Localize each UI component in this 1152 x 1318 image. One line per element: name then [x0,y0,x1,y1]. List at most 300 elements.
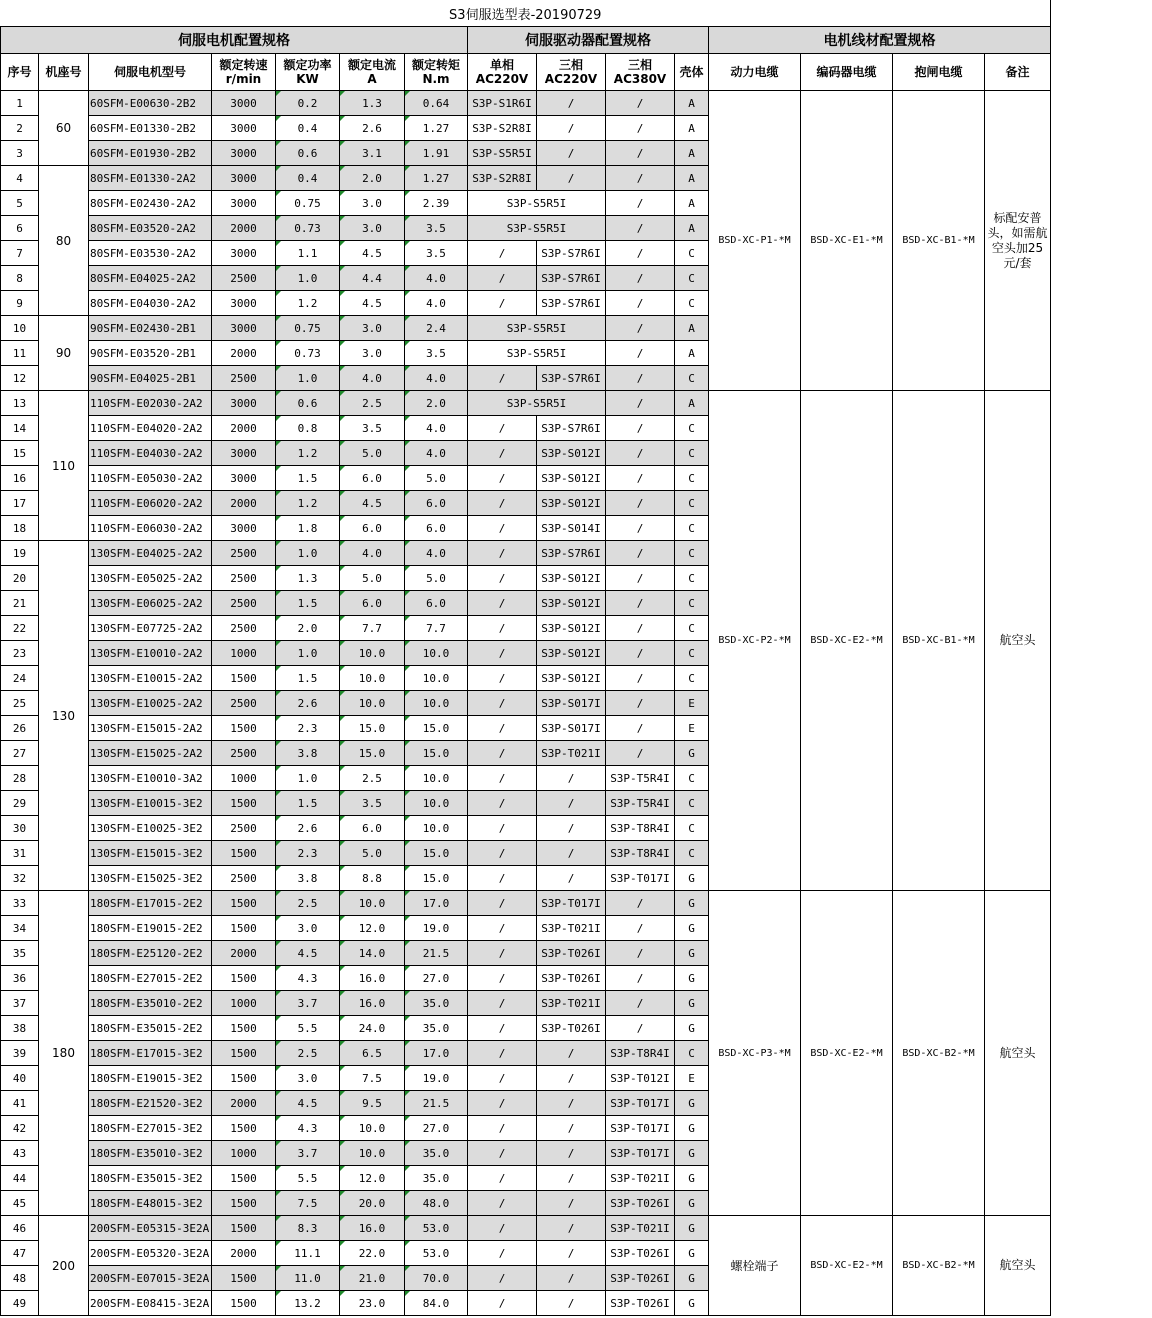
cell-model[interactable]: 180SFM-E35015-2E2 [89,1016,212,1041]
cell-single220[interactable]: / [468,816,537,841]
cell-single220[interactable]: / [468,991,537,1016]
cell-model[interactable]: 80SFM-E01330-2A2 [89,166,212,191]
cell-single220[interactable]: / [468,1091,537,1116]
cell-power[interactable]: 1.5 [276,591,340,616]
cell-current[interactable]: 3.0 [340,191,405,216]
cell-torque[interactable]: 10.0 [405,641,468,666]
cell-model[interactable]: 60SFM-E01330-2B2 [89,116,212,141]
cell-single220[interactable]: / [468,1291,537,1316]
cell-speed[interactable]: 2500 [212,591,276,616]
cell-single220[interactable]: / [468,716,537,741]
cell-three220[interactable]: / [537,1116,606,1141]
cell-frame[interactable]: 90 [39,316,89,391]
cell-model[interactable]: 60SFM-E00630-2B2 [89,91,212,116]
cell-frame[interactable]: 130 [39,541,89,891]
cell-driver-merged[interactable]: S3P-S5R5I [468,341,606,366]
cell-torque[interactable]: 10.0 [405,791,468,816]
cell-current[interactable]: 2.5 [340,766,405,791]
cell-speed[interactable]: 1500 [212,841,276,866]
cell-shell[interactable]: C [675,466,709,491]
cell-three220[interactable]: / [537,1066,606,1091]
cell-three380[interactable]: / [606,291,675,316]
cell-current[interactable]: 16.0 [340,991,405,1016]
cell-power-cable[interactable]: 螺栓端子 [709,1216,801,1316]
cell-three380[interactable]: / [606,116,675,141]
cell-shell[interactable]: C [675,666,709,691]
cell-speed[interactable]: 2000 [212,341,276,366]
cell-driver-merged[interactable]: S3P-S5R5I [468,191,606,216]
cell-no[interactable]: 11 [1,341,39,366]
cell-speed[interactable]: 2500 [212,566,276,591]
cell-single220[interactable]: / [468,1191,537,1216]
cell-single220[interactable]: / [468,841,537,866]
cell-power[interactable]: 1.3 [276,566,340,591]
cell-power[interactable]: 1.1 [276,241,340,266]
cell-no[interactable]: 22 [1,616,39,641]
cell-current[interactable]: 4.5 [340,291,405,316]
cell-shell[interactable]: C [675,1041,709,1066]
cell-no[interactable]: 16 [1,466,39,491]
cell-current[interactable]: 5.0 [340,841,405,866]
cell-frame[interactable]: 110 [39,391,89,541]
cell-power[interactable]: 0.2 [276,91,340,116]
cell-shell[interactable]: G [675,991,709,1016]
cell-no[interactable]: 37 [1,991,39,1016]
cell-speed[interactable]: 1000 [212,991,276,1016]
cell-current[interactable]: 6.0 [340,466,405,491]
cell-single220[interactable]: / [468,966,537,991]
header-speed[interactable] [212,54,276,91]
cell-single220[interactable]: / [468,366,537,391]
cell-power[interactable]: 4.5 [276,1091,340,1116]
cell-shell[interactable]: A [675,116,709,141]
cell-torque[interactable]: 4.0 [405,266,468,291]
header-no[interactable]: 序号 [1,54,39,91]
cell-torque[interactable]: 17.0 [405,891,468,916]
cell-no[interactable]: 14 [1,416,39,441]
cell-driver-merged[interactable]: S3P-S5R5I [468,216,606,241]
cell-three220[interactable]: S3P-S7R6I [537,541,606,566]
cell-torque[interactable]: 35.0 [405,991,468,1016]
cell-power[interactable]: 0.6 [276,141,340,166]
cell-three380[interactable]: S3P-T026I [606,1266,675,1291]
cell-no[interactable]: 8 [1,266,39,291]
cell-no[interactable]: 49 [1,1291,39,1316]
cell-model[interactable]: 180SFM-E19015-3E2 [89,1066,212,1091]
cell-three380[interactable]: / [606,716,675,741]
cell-single220[interactable]: / [468,1141,537,1166]
cell-no[interactable]: 44 [1,1166,39,1191]
cell-torque[interactable]: 1.27 [405,166,468,191]
cell-current[interactable]: 23.0 [340,1291,405,1316]
cell-three380[interactable]: S3P-T026I [606,1191,675,1216]
cell-single220[interactable]: / [468,741,537,766]
header-power[interactable] [276,54,340,91]
cell-model[interactable]: 180SFM-E35010-2E2 [89,991,212,1016]
cell-model[interactable]: 130SFM-E10015-2A2 [89,666,212,691]
cell-current[interactable]: 14.0 [340,941,405,966]
cell-model[interactable]: 200SFM-E07015-3E2A [89,1266,212,1291]
cell-no[interactable]: 15 [1,441,39,466]
cell-no[interactable]: 47 [1,1241,39,1266]
cell-model[interactable]: 60SFM-E01930-2B2 [89,141,212,166]
header-encoder-cable[interactable]: 编码器电缆 [801,54,893,91]
cell-three380[interactable]: S3P-T5R4I [606,791,675,816]
cell-three220[interactable]: S3P-S012I [537,641,606,666]
cell-torque[interactable]: 27.0 [405,966,468,991]
cell-torque[interactable]: 1.91 [405,141,468,166]
cell-torque[interactable]: 27.0 [405,1116,468,1141]
cell-torque[interactable]: 84.0 [405,1291,468,1316]
cell-no[interactable]: 19 [1,541,39,566]
cell-three380[interactable]: S3P-T017I [606,866,675,891]
cell-torque[interactable]: 35.0 [405,1166,468,1191]
cell-three220[interactable]: / [537,1041,606,1066]
cell-power[interactable]: 1.0 [276,266,340,291]
cell-no[interactable]: 29 [1,791,39,816]
cell-speed[interactable]: 1500 [212,891,276,916]
cell-power[interactable]: 7.5 [276,1191,340,1216]
cell-model[interactable]: 110SFM-E05030-2A2 [89,466,212,491]
cell-single220[interactable]: / [468,516,537,541]
cell-speed[interactable]: 2000 [212,216,276,241]
cell-no[interactable]: 23 [1,641,39,666]
cell-current[interactable]: 4.0 [340,541,405,566]
cell-model[interactable]: 90SFM-E02430-2B1 [89,316,212,341]
cell-three220[interactable]: / [537,1241,606,1266]
cell-single220[interactable]: / [468,466,537,491]
cell-brake-cable[interactable]: BSD-XC-B2-*M [893,891,985,1216]
cell-torque[interactable]: 4.0 [405,441,468,466]
cell-three220[interactable]: / [537,791,606,816]
cell-speed[interactable]: 1500 [212,1166,276,1191]
cell-power[interactable]: 2.6 [276,816,340,841]
cell-single220[interactable]: / [468,1016,537,1041]
cell-single220[interactable]: / [468,1216,537,1241]
cell-power[interactable]: 4.5 [276,941,340,966]
cell-no[interactable]: 12 [1,366,39,391]
cell-shell[interactable]: G [675,1191,709,1216]
cell-speed[interactable]: 1500 [212,1066,276,1091]
cell-current[interactable]: 3.5 [340,416,405,441]
cell-three380[interactable]: / [606,616,675,641]
cell-no[interactable]: 30 [1,816,39,841]
cell-shell[interactable]: A [675,341,709,366]
cell-speed[interactable]: 2500 [212,741,276,766]
cell-no[interactable]: 26 [1,716,39,741]
cell-no[interactable]: 46 [1,1216,39,1241]
cell-shell[interactable]: G [675,1091,709,1116]
cell-shell[interactable]: A [675,91,709,116]
cell-speed[interactable]: 1500 [212,1016,276,1041]
cell-model[interactable]: 110SFM-E06030-2A2 [89,516,212,541]
cell-no[interactable]: 5 [1,191,39,216]
cell-model[interactable]: 180SFM-E17015-3E2 [89,1041,212,1066]
cell-torque[interactable]: 17.0 [405,1041,468,1066]
cell-single220[interactable]: / [468,241,537,266]
cell-shell[interactable]: A [675,216,709,241]
cell-speed[interactable]: 3000 [212,191,276,216]
section-driver-spec[interactable]: 伺服驱动器配置规格 [468,27,709,54]
cell-three380[interactable]: / [606,691,675,716]
cell-shell[interactable]: G [675,966,709,991]
cell-three220[interactable]: S3P-S014I [537,516,606,541]
cell-shell[interactable]: C [675,291,709,316]
cell-three220[interactable]: / [537,1266,606,1291]
cell-power[interactable]: 2.5 [276,891,340,916]
cell-speed[interactable]: 3000 [212,141,276,166]
cell-shell[interactable]: G [675,1216,709,1241]
cell-power[interactable]: 1.0 [276,541,340,566]
cell-speed[interactable]: 2000 [212,491,276,516]
header-current[interactable] [340,54,405,91]
cell-current[interactable]: 2.0 [340,166,405,191]
cell-single220[interactable]: / [468,566,537,591]
cell-shell[interactable]: C [675,591,709,616]
cell-speed[interactable]: 3000 [212,91,276,116]
cell-three380[interactable]: / [606,416,675,441]
cell-torque[interactable]: 10.0 [405,666,468,691]
header-three380[interactable] [606,54,675,91]
cell-no[interactable]: 3 [1,141,39,166]
cell-torque[interactable]: 19.0 [405,1066,468,1091]
cell-speed[interactable]: 1500 [212,716,276,741]
cell-encoder-cable[interactable]: BSD-XC-E2-*M [801,1216,893,1316]
cell-single220[interactable]: S3P-S2R8I [468,116,537,141]
cell-model[interactable]: 90SFM-E03520-2B1 [89,341,212,366]
cell-three380[interactable]: / [606,991,675,1016]
cell-model[interactable]: 180SFM-E48015-3E2 [89,1191,212,1216]
cell-model[interactable]: 80SFM-E03530-2A2 [89,241,212,266]
cell-speed[interactable]: 2500 [212,816,276,841]
cell-power-cable[interactable]: BSD-XC-P2-*M [709,391,801,891]
cell-shell[interactable]: C [675,541,709,566]
cell-model[interactable]: 180SFM-E25120-2E2 [89,941,212,966]
cell-three380[interactable]: / [606,341,675,366]
cell-speed[interactable]: 3000 [212,291,276,316]
cell-three380[interactable]: / [606,541,675,566]
cell-encoder-cable[interactable]: BSD-XC-E2-*M [801,391,893,891]
cell-single220[interactable]: / [468,591,537,616]
cell-current[interactable]: 10.0 [340,1116,405,1141]
cell-three380[interactable]: / [606,441,675,466]
cell-power[interactable]: 0.4 [276,116,340,141]
cell-three380[interactable]: / [606,641,675,666]
cell-single220[interactable]: / [468,266,537,291]
cell-shell[interactable]: C [675,241,709,266]
cell-single220[interactable]: S3P-S1R6I [468,91,537,116]
cell-current[interactable]: 9.5 [340,1091,405,1116]
cell-remark[interactable]: 航空头 [985,1216,1051,1316]
cell-frame[interactable]: 80 [39,166,89,316]
cell-power[interactable]: 1.8 [276,516,340,541]
cell-current[interactable]: 10.0 [340,691,405,716]
cell-speed[interactable]: 2500 [212,266,276,291]
cell-three220[interactable]: S3P-S012I [537,441,606,466]
cell-no[interactable]: 17 [1,491,39,516]
cell-shell[interactable]: C [675,841,709,866]
cell-three220[interactable]: / [537,766,606,791]
cell-remark[interactable]: 航空头 [985,891,1051,1216]
cell-speed[interactable]: 1500 [212,1116,276,1141]
cell-torque[interactable]: 10.0 [405,816,468,841]
cell-three220[interactable]: S3P-S012I [537,466,606,491]
cell-model[interactable]: 130SFM-E15015-3E2 [89,841,212,866]
cell-single220[interactable]: S3P-S2R8I [468,166,537,191]
cell-current[interactable]: 4.4 [340,266,405,291]
cell-model[interactable]: 180SFM-E27015-2E2 [89,966,212,991]
cell-torque[interactable]: 3.5 [405,341,468,366]
cell-current[interactable]: 2.6 [340,116,405,141]
cell-current[interactable]: 12.0 [340,1166,405,1191]
cell-shell[interactable]: C [675,516,709,541]
cell-three220[interactable]: / [537,866,606,891]
cell-speed[interactable]: 2000 [212,416,276,441]
cell-three380[interactable]: / [606,741,675,766]
cell-model[interactable]: 90SFM-E04025-2B1 [89,366,212,391]
cell-current[interactable]: 12.0 [340,916,405,941]
cell-no[interactable]: 2 [1,116,39,141]
cell-torque[interactable]: 5.0 [405,466,468,491]
cell-three220[interactable]: S3P-S7R6I [537,366,606,391]
cell-torque[interactable]: 48.0 [405,1191,468,1216]
cell-three220[interactable]: / [537,816,606,841]
cell-three220[interactable]: S3P-T021I [537,741,606,766]
cell-speed[interactable]: 1500 [212,1041,276,1066]
cell-no[interactable]: 10 [1,316,39,341]
cell-three380[interactable]: S3P-T017I [606,1116,675,1141]
cell-current[interactable]: 22.0 [340,1241,405,1266]
cell-three220[interactable]: S3P-S017I [537,691,606,716]
cell-model[interactable]: 130SFM-E10010-2A2 [89,641,212,666]
cell-shell[interactable]: G [675,866,709,891]
cell-three380[interactable]: S3P-T026I [606,1291,675,1316]
cell-shell[interactable]: G [675,1241,709,1266]
cell-current[interactable]: 3.1 [340,141,405,166]
cell-no[interactable]: 43 [1,1141,39,1166]
cell-three220[interactable]: S3P-S012I [537,666,606,691]
cell-power[interactable]: 1.0 [276,641,340,666]
cell-speed[interactable]: 1000 [212,1141,276,1166]
cell-shell[interactable]: A [675,166,709,191]
cell-single220[interactable]: / [468,1266,537,1291]
cell-current[interactable]: 6.0 [340,816,405,841]
cell-three220[interactable]: S3P-S012I [537,566,606,591]
cell-current[interactable]: 10.0 [340,891,405,916]
cell-shell[interactable]: C [675,491,709,516]
cell-power[interactable]: 3.7 [276,991,340,1016]
cell-brake-cable[interactable]: BSD-XC-B1-*M [893,391,985,891]
cell-power[interactable]: 2.5 [276,1041,340,1066]
cell-shell[interactable]: A [675,141,709,166]
cell-no[interactable]: 28 [1,766,39,791]
cell-driver-merged[interactable]: S3P-S5R5I [468,316,606,341]
cell-three220[interactable]: S3P-S012I [537,591,606,616]
cell-shell[interactable]: G [675,1141,709,1166]
cell-speed[interactable]: 3000 [212,466,276,491]
cell-shell[interactable]: C [675,791,709,816]
cell-model[interactable]: 130SFM-E15025-2A2 [89,741,212,766]
cell-torque[interactable]: 7.7 [405,616,468,641]
cell-current[interactable]: 10.0 [340,1141,405,1166]
cell-speed[interactable]: 2500 [212,691,276,716]
cell-torque[interactable]: 10.0 [405,691,468,716]
cell-power[interactable]: 1.0 [276,766,340,791]
cell-model[interactable]: 200SFM-E08415-3E2A [89,1291,212,1316]
cell-three380[interactable]: / [606,666,675,691]
cell-single220[interactable]: / [468,1041,537,1066]
cell-power[interactable]: 4.3 [276,966,340,991]
cell-three380[interactable]: / [606,591,675,616]
cell-no[interactable]: 36 [1,966,39,991]
cell-current[interactable]: 4.5 [340,241,405,266]
cell-current[interactable]: 15.0 [340,741,405,766]
cell-three380[interactable]: / [606,916,675,941]
cell-shell[interactable]: G [675,1016,709,1041]
cell-power[interactable]: 1.5 [276,666,340,691]
cell-three380[interactable]: / [606,216,675,241]
cell-speed[interactable]: 2500 [212,616,276,641]
cell-model[interactable]: 110SFM-E04030-2A2 [89,441,212,466]
cell-torque[interactable]: 4.0 [405,416,468,441]
cell-no[interactable]: 48 [1,1266,39,1291]
cell-current[interactable]: 5.0 [340,441,405,466]
cell-model[interactable]: 180SFM-E35010-3E2 [89,1141,212,1166]
cell-speed[interactable]: 3000 [212,116,276,141]
cell-model[interactable]: 80SFM-E02430-2A2 [89,191,212,216]
cell-current[interactable]: 7.7 [340,616,405,641]
cell-shell[interactable]: G [675,1116,709,1141]
cell-model[interactable]: 130SFM-E04025-2A2 [89,541,212,566]
cell-torque[interactable]: 3.5 [405,241,468,266]
cell-current[interactable]: 2.5 [340,391,405,416]
header-remark[interactable]: 备注 [985,54,1051,91]
cell-no[interactable]: 1 [1,91,39,116]
cell-speed[interactable]: 2000 [212,1091,276,1116]
cell-model[interactable]: 130SFM-E10025-3E2 [89,816,212,841]
cell-power[interactable]: 0.73 [276,341,340,366]
cell-power[interactable]: 3.7 [276,1141,340,1166]
cell-encoder-cable[interactable]: BSD-XC-E2-*M [801,891,893,1216]
section-cable-spec[interactable]: 电机线材配置规格 [709,27,1051,54]
cell-power[interactable]: 3.8 [276,741,340,766]
cell-model[interactable]: 110SFM-E04020-2A2 [89,416,212,441]
cell-no[interactable]: 40 [1,1066,39,1091]
cell-speed[interactable]: 1500 [212,966,276,991]
cell-model[interactable]: 180SFM-E35015-3E2 [89,1166,212,1191]
cell-torque[interactable]: 1.27 [405,116,468,141]
cell-torque[interactable]: 53.0 [405,1241,468,1266]
cell-three380[interactable]: S3P-T017I [606,1091,675,1116]
cell-speed[interactable]: 3000 [212,516,276,541]
cell-no[interactable]: 18 [1,516,39,541]
cell-shell[interactable]: G [675,1266,709,1291]
cell-three380[interactable]: / [606,566,675,591]
cell-remark[interactable]: 航空头 [985,391,1051,891]
cell-current[interactable]: 10.0 [340,666,405,691]
cell-three220[interactable]: S3P-S7R6I [537,266,606,291]
cell-no[interactable]: 7 [1,241,39,266]
cell-three220[interactable]: / [537,1291,606,1316]
cell-torque[interactable]: 70.0 [405,1266,468,1291]
cell-model[interactable]: 200SFM-E05315-3E2A [89,1216,212,1241]
header-shell[interactable]: 壳体 [675,54,709,91]
cell-no[interactable]: 9 [1,291,39,316]
cell-current[interactable]: 6.0 [340,516,405,541]
cell-shell[interactable]: C [675,266,709,291]
cell-single220[interactable]: / [468,416,537,441]
cell-three380[interactable]: / [606,516,675,541]
